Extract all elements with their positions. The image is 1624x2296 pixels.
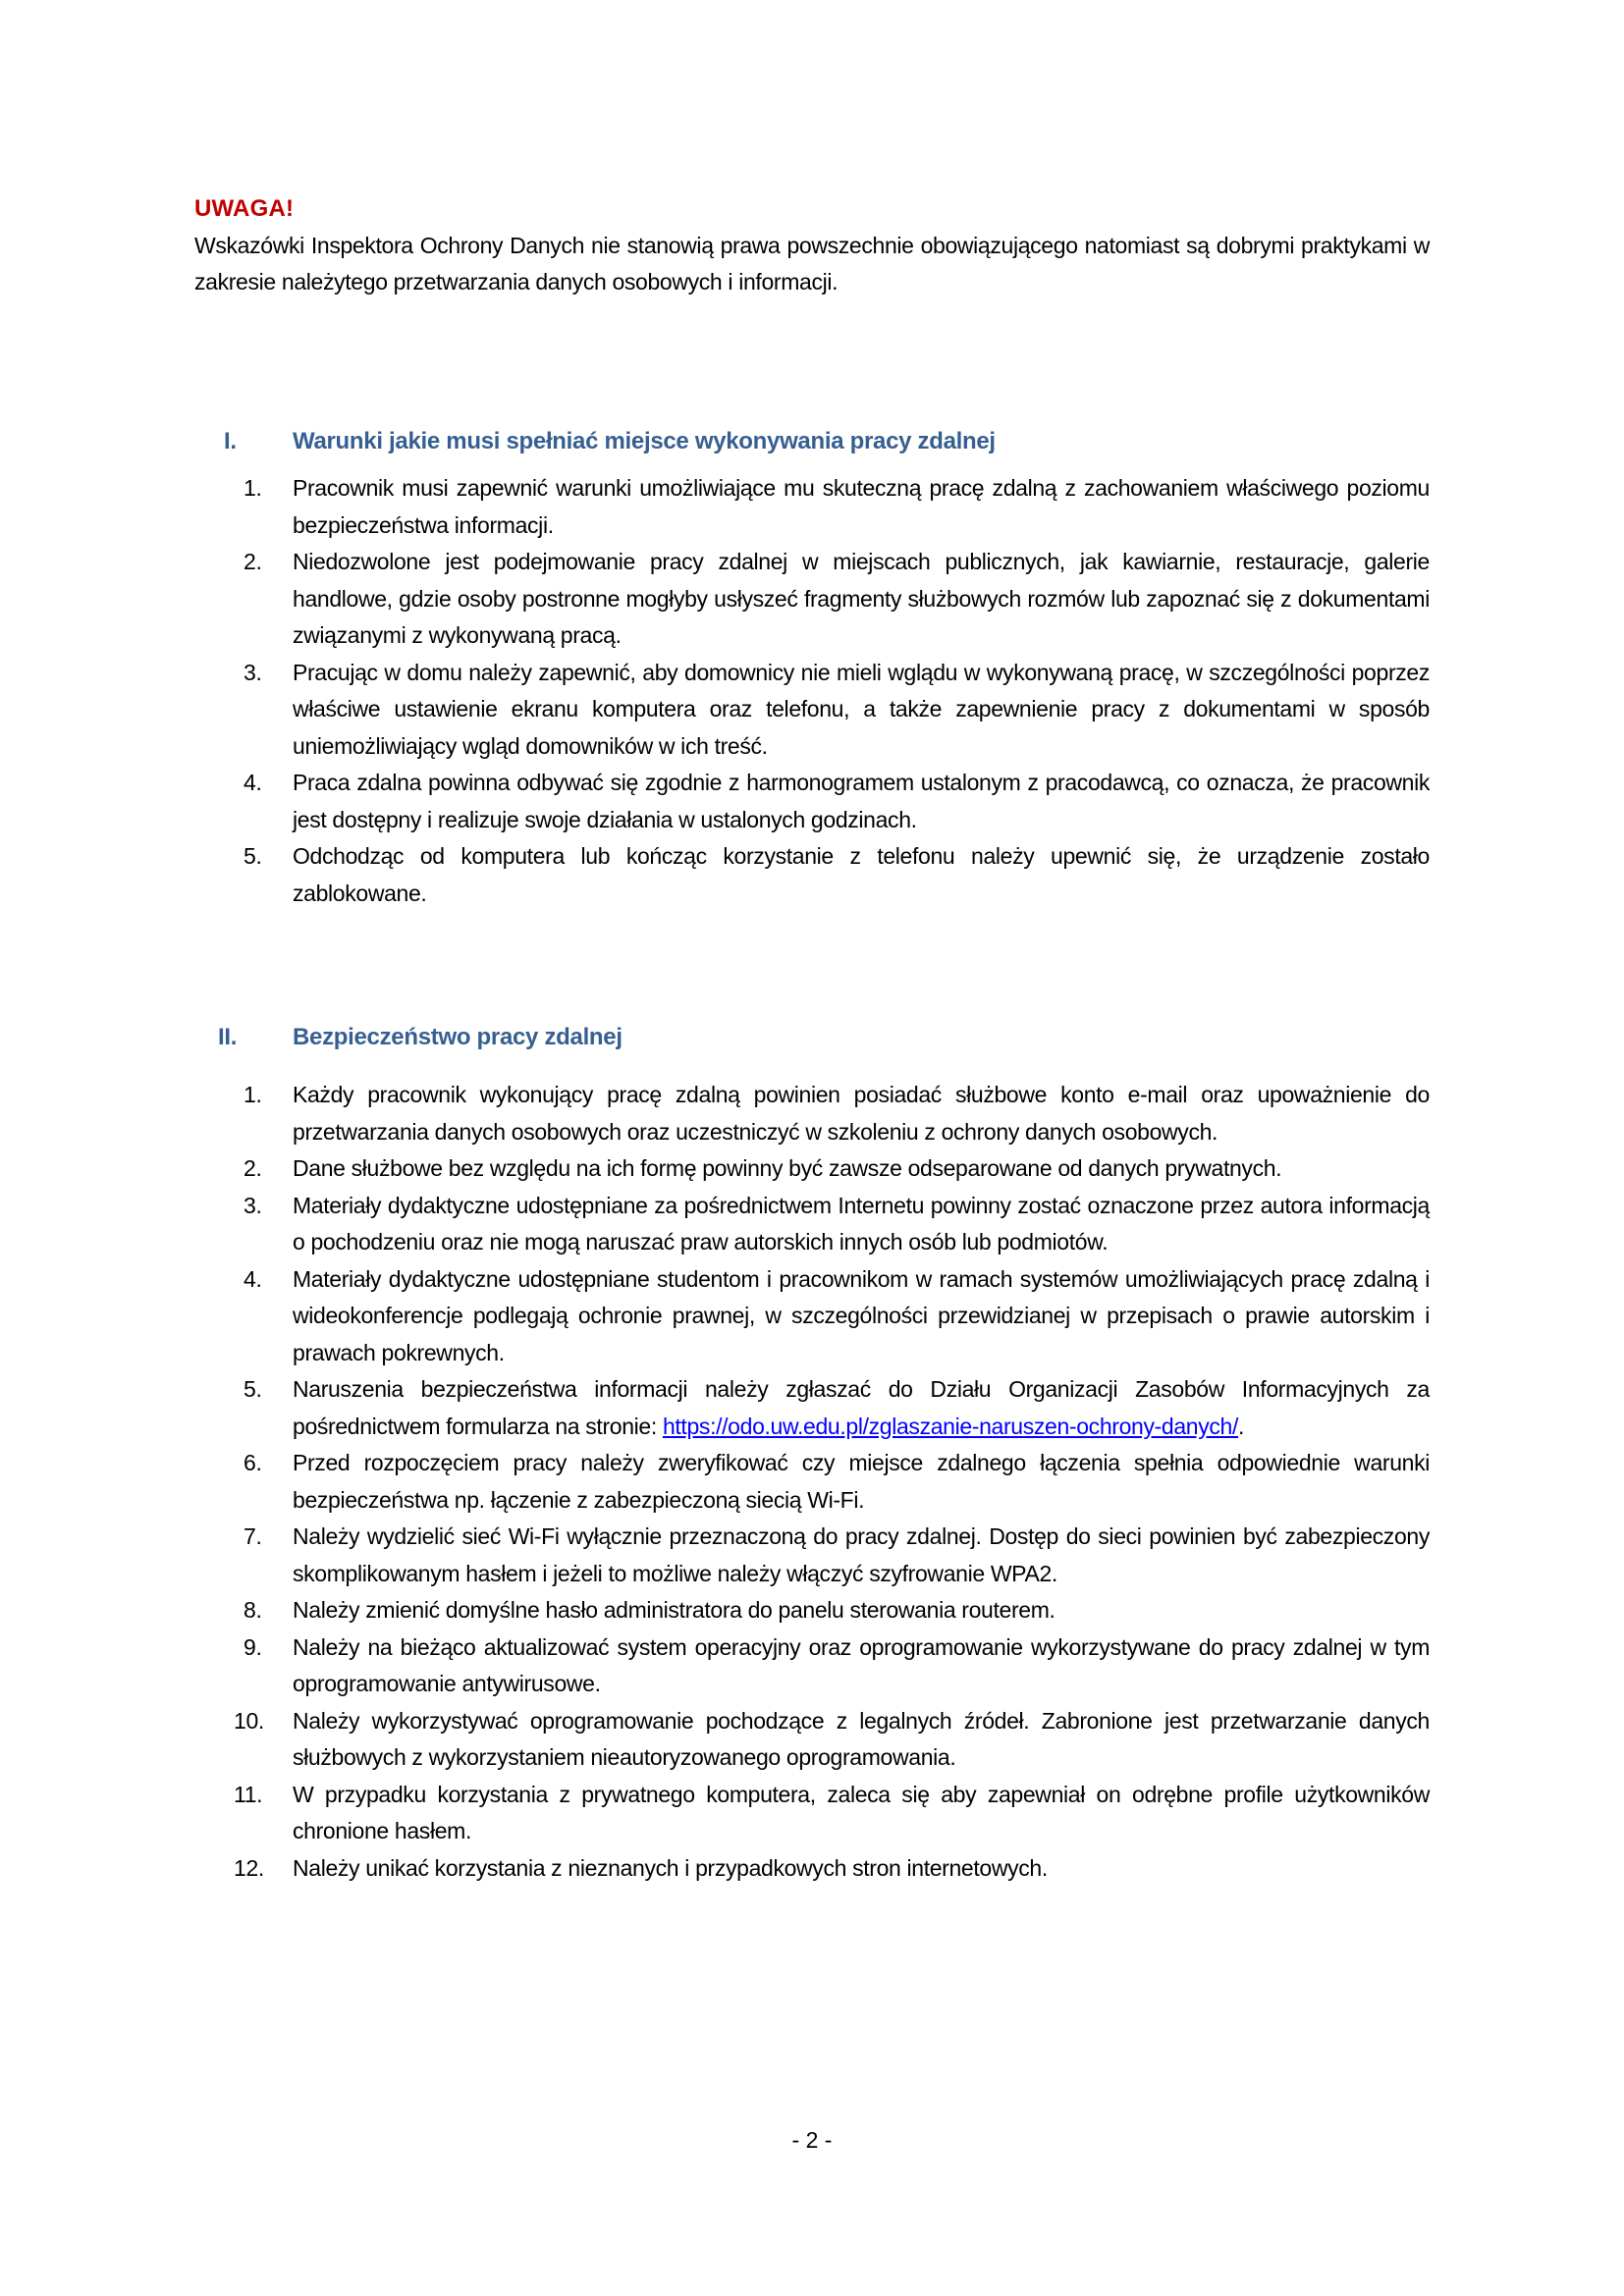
list-item (194, 470, 1430, 544)
section-title: Warunki jakie musi spełniać miejsce wykonywania pracy zdalnej (293, 428, 996, 454)
item-number: 7. (244, 1523, 262, 1549)
list-item (194, 1777, 1430, 1850)
item-text: Przed rozpoczęciem pracy należy zweryfikować czy miejsce zdalnego łączenia spełnia odpowiednie warunki bezpieczeństwa np. łączenie z zabezpieczoną siecią Wi-Fi. (293, 1450, 1430, 1513)
item-number: 5. (244, 1376, 262, 1402)
item-number: 10. (234, 1707, 264, 1734)
section-title: Bezpieczeństwo pracy zdalnej (293, 1024, 623, 1050)
item-number: 1. (244, 1082, 262, 1107)
item-text: Należy unikać korzystania z nieznanych i przypadkowych stron internetowych. (293, 1854, 1048, 1881)
list-item (194, 838, 1430, 912)
list-item (194, 1445, 1430, 1519)
section-1-list (194, 470, 1430, 912)
item-text: Należy zmienić domyślne hasło administratora do panelu sterowania routerem. (293, 1597, 1056, 1623)
item-number: 9. (244, 1633, 262, 1660)
item-text: Naruszenia bezpieczeństwa informacji należy zgłaszać do Działu Organizacji Zasobów Informacyjnych za pośrednictwem formularza na stronie: (293, 1376, 1430, 1439)
item-text: Dane służbowe bez względu na ich formę powinny być zawsze odseparowane od danych prywatnych. (293, 1155, 1282, 1181)
item-text: Materiały dydaktyczne udostępniane za pośrednictwem Internetu powinny zostać oznaczone przez autora informacją o pochodzeniu oraz nie mogą naruszać praw autorskich innych osób lub podmiotów. (293, 1192, 1430, 1255)
item-number: 1. (244, 475, 262, 501)
list-item (194, 655, 1430, 766)
item-text: Niedozwolone jest podejmowanie pracy zdalnej w miejscach publicznych, jak kawiarnie, restauracje, galerie handlowe, gdzie osoby postronne mogłyby usłyszeć fragmenty służbowych rozmów lub zapoznać się z dokumentami związanymi z wykonywaną pracą. (293, 549, 1430, 648)
section-heading-2 (194, 1018, 1430, 1057)
item-number: 3. (244, 659, 262, 685)
list-item (194, 1188, 1430, 1261)
section-number: II. (218, 1024, 238, 1050)
item-number: 4. (244, 1265, 262, 1292)
item-text: Materiały dydaktyczne udostępniane studentom i pracownikom w ramach systemów umożliwiających pracę zdalną i wideokonferencje podlegają ochronie prawnej, w szczególności przewidzianej w przepisach o prawie autorskim i prawach pokrewnych. (293, 1265, 1430, 1365)
item-number: 2. (244, 549, 262, 574)
item-number: 11. (234, 1781, 263, 1807)
list-item (194, 1592, 1430, 1629)
item-number: 12. (234, 1854, 264, 1881)
item-number: 2. (244, 1155, 262, 1181)
item-text: W przypadku korzystania z prywatnego komputera, zaleca się aby zapewniał on odrębne profile użytkowników chronione hasłem. (293, 1781, 1430, 1843)
item-text: Należy wykorzystywać oprogramowanie pochodzące z legalnych źródeł. Zabronione jest przetwarzanie danych służbowych z wykorzystaniem nieautoryzowanego oprogramowania. (293, 1707, 1430, 1770)
item-number: 4. (244, 770, 262, 795)
list-item (194, 1703, 1430, 1777)
item-text-end: . (1238, 1413, 1245, 1439)
report-breach-link[interactable]: https://odo.uw.edu.pl/zglaszanie-naruszen-ochrony-danych/ (662, 1413, 1239, 1439)
item-number: 8. (244, 1597, 262, 1623)
list-item (194, 1850, 1430, 1888)
item-text: Odchodząc od komputera lub kończąc korzystanie z telefonu należy upewnić się, że urządzenie zostało zablokowane. (293, 843, 1430, 906)
item-text: Każdy pracownik wykonujący pracę zdalną powinien posiadać służbowe konto e-mail oraz upoważnienie do przetwarzania danych osobowych oraz uczestniczyć w szkoleniu z ochrony danych osobowych. (293, 1082, 1430, 1145)
list-item (194, 1150, 1430, 1188)
item-number: 6. (244, 1450, 262, 1475)
list-item (194, 765, 1430, 838)
list-item (194, 544, 1430, 655)
item-text: Pracownik musi zapewnić warunki umożliwiające mu skuteczną pracę zdalną z zachowaniem właściwego poziomu bezpieczeństwa informacji. (293, 475, 1430, 538)
list-item (194, 1371, 1430, 1445)
item-text: Praca zdalna powinna odbywać się zgodnie z harmonogramem ustalonym z pracodawcą, co oznacza, że pracownik jest dostępny i realizuje swoje działania w ustalonych godzinach. (293, 770, 1430, 832)
item-number: 5. (244, 843, 262, 869)
section-heading-1 (194, 422, 1430, 461)
list-item (194, 1519, 1430, 1592)
notice-text: Wskazówki Inspektora Ochrony Danych nie stanowią prawa powszechnie obowiązującego natomiast są dobrymi praktykami w zakresie należytego przetwarzania danych osobowych i informacji. (194, 232, 1430, 294)
item-text: Należy wydzielić sieć Wi-Fi wyłącznie przeznaczoną do pracy zdalnej. Dostęp do sieci powinien być zabezpieczony skomplikowanym hasłem i jeżeli to możliwe należy włączyć szyfrowanie WPA2. (293, 1523, 1430, 1586)
item-text: Pracując w domu należy zapewnić, aby domownicy nie mieli wglądu w wykonywaną pracę, w szczególności poprzez właściwe ustawienie ekranu komputera oraz telefonu, a także zapewnienie pracy z dokumentami w sposób uniemożliwiający wgląd domowników w ich treść. (293, 659, 1430, 759)
list-item (194, 1077, 1430, 1150)
list-item (194, 1261, 1430, 1372)
section-2-list (194, 1077, 1430, 1887)
item-number: 3. (244, 1192, 262, 1218)
section-number: I. (224, 428, 237, 454)
page-number: - 2 - (791, 2127, 833, 2153)
notice (194, 190, 1430, 301)
item-text: Należy na bieżąco aktualizować system operacyjny oraz oprogramowanie wykorzystywane do pracy zdalnej w tym oprogramowanie antywirusowe. (293, 1633, 1430, 1696)
list-item (194, 1629, 1430, 1703)
notice-title: UWAGA! (194, 195, 295, 222)
